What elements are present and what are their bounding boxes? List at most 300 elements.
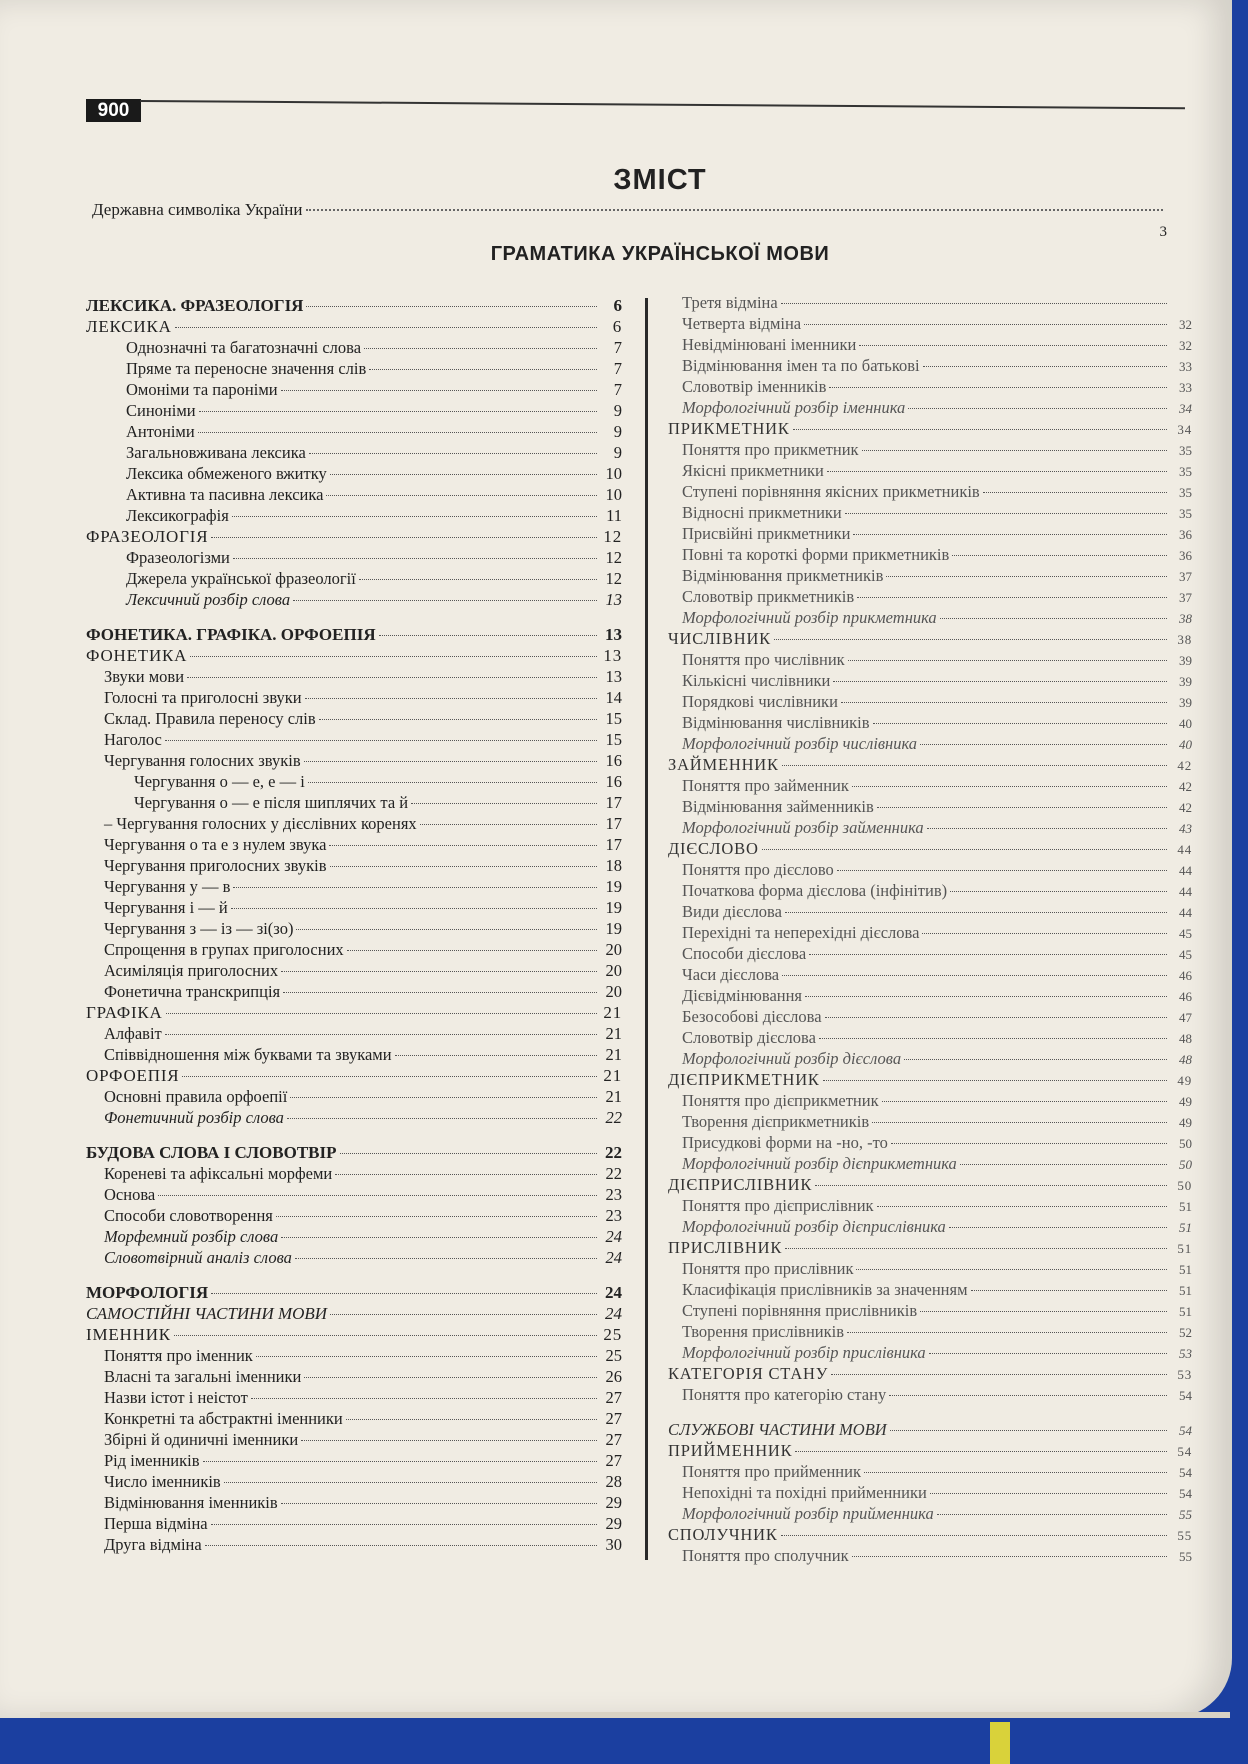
toc-entry-page: 22: [605, 1108, 622, 1127]
toc-entry: [668, 649, 1192, 670]
leader-dots: [335, 1174, 597, 1175]
toc-entry-text: Пряме та переносне значення слів: [126, 359, 367, 378]
toc-entry: [86, 834, 622, 855]
toc-entry-page: 20: [605, 982, 622, 1001]
leader-dots: [296, 929, 597, 930]
toc-entry: [668, 292, 1192, 313]
toc-entry-page: 51: [1179, 1199, 1192, 1214]
toc-entry-page: 26: [605, 1367, 622, 1386]
toc-entry-page: 35: [1179, 485, 1192, 500]
toc-entry-text: ПРИЙМЕННИК: [668, 1441, 793, 1460]
toc-entry-page: 19: [605, 877, 622, 896]
leader-dots: [203, 1461, 597, 1462]
toc-entry-page: 17: [605, 814, 622, 833]
toc-entry-text: Морфемний розбір слова: [104, 1227, 279, 1246]
toc-entry: [668, 1132, 1192, 1153]
toc-entry-text: Ступені порівняння прислівників: [682, 1301, 918, 1320]
toc-entry-text: ДІЄСЛОВО: [668, 839, 759, 858]
toc-entry: [86, 1065, 622, 1086]
toc-entry: [86, 1324, 622, 1345]
toc-entry-text: ФРАЗЕОЛОГІЯ: [86, 527, 209, 546]
toc-entry-page: 44: [1179, 863, 1192, 878]
toc-entry-text: Відмінювання імен та по батькові: [682, 356, 920, 375]
toc-entry-text: Морфологічний розбір прийменника: [682, 1504, 934, 1523]
leader-dots: [347, 950, 597, 951]
toc-entry-page: 51: [1179, 1220, 1192, 1235]
toc-column-left: [86, 295, 622, 1555]
leader-dots: [927, 828, 1167, 829]
toc-entry: [86, 1303, 622, 1324]
toc-entry: [668, 1461, 1192, 1482]
leader-dots: [305, 698, 597, 699]
toc-entry-page: 55: [1177, 1528, 1192, 1543]
toc-entry-text: Невідмінювані іменники: [682, 335, 857, 354]
toc-entry-text: ГРАФІКА: [86, 1003, 163, 1022]
toc-entry: [668, 796, 1192, 817]
toc-entry-text: ІМЕННИК: [86, 1325, 171, 1344]
toc-entry-text: Перша відміна: [104, 1514, 208, 1533]
leader-dots: [211, 1293, 597, 1294]
toc-entry-text: БУДОВА СЛОВА І СЛОВОТВІР: [86, 1143, 337, 1162]
toc-entry: [86, 484, 622, 505]
toc-entry-page: 13: [605, 625, 622, 644]
toc-entry-text: Порядкові числівники: [682, 692, 838, 711]
leader-dots: [852, 1556, 1167, 1557]
leader-dots: [862, 450, 1167, 451]
toc-entry-page: 54: [1179, 1423, 1192, 1438]
leader-dots: [795, 1451, 1167, 1452]
leader-dots: [923, 366, 1167, 367]
toc-entry-page: 23: [605, 1206, 622, 1225]
toc-entry: [86, 897, 622, 918]
toc-entry-text: СЛУЖБОВІ ЧАСТИНИ МОВИ: [668, 1420, 887, 1439]
toc-entry-text: Конкретні та абстрактні іменники: [104, 1409, 343, 1428]
toc-entry-text: Морфологічний розбір прикметника: [682, 608, 937, 627]
toc-entry-page: 39: [1179, 653, 1192, 668]
toc-entry-text: Словотвір дієслова: [682, 1028, 816, 1047]
toc-entry-text: Поняття про іменник: [104, 1346, 253, 1365]
leader-dots: [952, 555, 1167, 556]
toc-entry-page: 24: [605, 1227, 622, 1246]
toc-entry-text: ОРФОЕПІЯ: [86, 1066, 180, 1085]
toc-entry-page: 35: [1179, 464, 1192, 479]
toc-entry-text: Непохідні та похідні прийменники: [682, 1483, 927, 1502]
toc-entry-page: 15: [605, 709, 622, 728]
toc-entry: [668, 1006, 1192, 1027]
toc-entry: [86, 316, 622, 337]
leader-dots: [852, 786, 1167, 787]
leader-dots: [785, 1248, 1167, 1249]
toc-entry-page: 34: [1177, 422, 1192, 437]
toc-entry: [668, 733, 1192, 754]
toc-entry: [668, 670, 1192, 691]
toc-entry-text: Число іменників: [104, 1472, 221, 1491]
toc-entry-text: Морфологічний розбір дієслова: [682, 1049, 902, 1068]
toc-entry-page: 44: [1179, 884, 1192, 899]
toc-entry-text: Лексикографія: [126, 506, 229, 525]
toc-entry-text: Поняття про прийменник: [682, 1462, 861, 1481]
toc-entry-text: Синоніми: [126, 401, 196, 420]
leader-dots: [330, 474, 597, 475]
toc-entry-page: 54: [1179, 1465, 1192, 1480]
toc-entry-page: 53: [1177, 1367, 1192, 1382]
leader-dots: [823, 1080, 1167, 1081]
toc-entry: [86, 421, 622, 442]
toc-entry-page: 25: [603, 1325, 622, 1344]
leader-dots: [233, 558, 597, 559]
toc-entry-text: Словотвір іменників: [682, 377, 827, 396]
toc-entry-page: 27: [605, 1409, 622, 1428]
leader-dots: [198, 432, 597, 433]
toc-entry-text: Чергування приголосних звуків: [104, 856, 327, 875]
leader-dots: [929, 1353, 1167, 1354]
column-divider: [645, 298, 648, 1560]
leader-dots: [781, 303, 1167, 304]
toc-entry: [86, 505, 622, 526]
leader-dots: [825, 1017, 1167, 1018]
toc-entry-text: Відмінювання займенників: [682, 797, 874, 816]
toc-entry: [668, 1111, 1192, 1132]
leader-dots: [293, 600, 597, 601]
leader-dots: [283, 992, 597, 993]
toc-entry: [668, 817, 1192, 838]
leader-dots: [922, 933, 1167, 934]
toc-entry-text: Кореневі та афіксальні морфеми: [104, 1164, 333, 1183]
toc-entry-text: Фразеологізми: [126, 548, 230, 567]
toc-entry-page: 37: [1179, 590, 1192, 605]
leader-dots: [782, 765, 1167, 766]
leader-dots: [281, 971, 597, 972]
toc-entry-text: Голосні та приголосні звуки: [104, 688, 302, 707]
toc-entry: [86, 547, 622, 568]
toc-entry: [668, 985, 1192, 1006]
toc-entry: [86, 1086, 622, 1107]
toc-entry-text: Морфологічний розбір іменника: [682, 398, 906, 417]
toc-entry: [668, 1342, 1192, 1363]
toc-entry: [668, 754, 1192, 775]
toc-entry-text: Кількісні числівники: [682, 671, 831, 690]
toc-entry-page: 42: [1179, 779, 1192, 794]
toc-entry: [668, 1440, 1192, 1461]
toc-entry-page: 7: [613, 338, 622, 357]
toc-entry-text: Відмінювання числівників: [682, 713, 870, 732]
toc-entry-page: 27: [605, 1451, 622, 1470]
leader-dots: [158, 1195, 597, 1196]
toc-entry-text: Лексичний розбір слова: [126, 590, 291, 609]
toc-entry: [668, 1090, 1192, 1111]
leader-dots: [304, 1377, 597, 1378]
toc-entry: [86, 939, 622, 960]
toc-entry: [86, 981, 622, 1002]
leader-dots: [837, 870, 1167, 871]
toc-entry-text: Лексика обмеженого вжитку: [126, 464, 327, 483]
leader-dots: [340, 1153, 597, 1154]
toc-entry: [668, 544, 1192, 565]
toc-entry-page: 51: [1179, 1283, 1192, 1298]
toc-entry: [668, 376, 1192, 397]
toc-entry-page: 46: [1179, 989, 1192, 1004]
leader-dots: [287, 1118, 597, 1119]
leader-dots: [295, 1258, 597, 1259]
toc-entry: [668, 607, 1192, 628]
toc-entry-page: 47: [1179, 1010, 1192, 1025]
toc-entry-text: Омоніми та пароніми: [126, 380, 278, 399]
toc-entry-page: 54: [1177, 1444, 1192, 1459]
toc-entry-page: 39: [1179, 674, 1192, 689]
toc-entry-text: ЗАЙМЕННИК: [668, 755, 779, 774]
toc-entry-text: Алфавіт: [104, 1024, 162, 1043]
leader-dots: [364, 348, 597, 349]
leader-dots: [877, 807, 1167, 808]
toc-entry: [668, 1384, 1192, 1405]
toc-entry: [668, 1258, 1192, 1279]
toc-entry: [668, 901, 1192, 922]
toc-entry: [668, 565, 1192, 586]
toc-entry: [86, 876, 622, 897]
toc-entry-page: 40: [1179, 716, 1192, 731]
leader-dots: [308, 782, 597, 783]
leader-dots: [804, 324, 1167, 325]
toc-entry-page: 40: [1179, 737, 1192, 752]
leader-dots: [793, 429, 1167, 430]
toc-entry-page: 3: [1159, 224, 1167, 240]
toc-entry-page: 24: [605, 1283, 622, 1302]
toc-entry-text: Морфологічний розбір числівника: [682, 734, 918, 753]
toc-entry-page: 13: [603, 646, 622, 665]
toc-entry-text: Якісні прикметники: [682, 461, 824, 480]
toc-entry: [86, 813, 622, 834]
toc-entry: [86, 1163, 622, 1184]
toc-entry: [668, 1419, 1192, 1440]
toc-entry-text: Чергування і — й: [104, 898, 228, 917]
toc-entry: [86, 1513, 622, 1534]
toc-entry: [668, 1048, 1192, 1069]
toc-entry-page: 24: [605, 1248, 622, 1267]
toc-entry: [86, 1107, 622, 1128]
leader-dots: [256, 1356, 597, 1357]
leader-dots: [211, 537, 597, 538]
toc-entry-text: ЛЕКСИКА. ФРАЗЕОЛОГІЯ: [86, 296, 304, 315]
toc-entry-page: 54: [1179, 1388, 1192, 1403]
toc-entry-page: 22: [605, 1143, 622, 1162]
toc-entry-text: ПРИКМЕТНИК: [668, 419, 790, 438]
toc-entry: [86, 1408, 622, 1429]
toc-entry-text: Поняття про прикметник: [682, 440, 859, 459]
toc-entry: [86, 1002, 622, 1023]
leader-dots: [304, 761, 597, 762]
leader-dots: [819, 1038, 1167, 1039]
section-gap: [86, 1128, 622, 1142]
toc-entry: [668, 775, 1192, 796]
toc-entry: [668, 1174, 1192, 1195]
leader-dots: [853, 534, 1167, 535]
toc-entry-page: 35: [1179, 443, 1192, 458]
toc-entry: [668, 460, 1192, 481]
leader-dots: [781, 1535, 1167, 1536]
toc-entry-page: 27: [605, 1430, 622, 1449]
toc-entry-text: Назви істот і неістот: [104, 1388, 248, 1407]
toc-entry-text: Творення прислівників: [682, 1322, 845, 1341]
toc-entry-page: 19: [605, 919, 622, 938]
toc-entry-page: 16: [605, 751, 622, 770]
toc-entry-text: Класифікація прислівників за значенням: [682, 1280, 968, 1299]
toc-entry-text: Морфологічний розбір дієприкметника: [682, 1154, 957, 1173]
toc-entry-text: Відносні прикметники: [682, 503, 842, 522]
toc-entry: [668, 313, 1192, 334]
leader-dots: [877, 1206, 1167, 1207]
toc-column-right: [668, 292, 1192, 1566]
toc-entry-page: 43: [1179, 821, 1192, 836]
toc-entry: [86, 526, 622, 547]
toc-entry: [668, 355, 1192, 376]
toc-entry-page: 44: [1177, 842, 1192, 857]
toc-entry: [86, 1534, 622, 1555]
leader-dots: [908, 408, 1167, 409]
leader-dots: [950, 891, 1167, 892]
toc-entry-text: Часи дієслова: [682, 965, 780, 984]
leader-dots: [845, 513, 1167, 514]
page-title: ЗМІСТ: [613, 164, 707, 196]
toc-entry: [86, 1471, 622, 1492]
toc-entry-page: 36: [1179, 527, 1192, 542]
toc-entry: [668, 712, 1192, 733]
toc-entry: [668, 943, 1192, 964]
leader-dots: [187, 677, 597, 678]
toc-entry: [86, 708, 622, 729]
toc-entry: [668, 1279, 1192, 1300]
leader-dots: [165, 1034, 597, 1035]
leader-dots: [281, 1237, 597, 1238]
toc-entry: [668, 964, 1192, 985]
leader-dots: [330, 866, 597, 867]
toc-entry-text: Відмінювання прикметників: [682, 566, 884, 585]
leader-dots: [940, 618, 1167, 619]
toc-entry: [86, 1205, 622, 1226]
toc-entry-text: СПОЛУЧНИК: [668, 1525, 778, 1544]
leader-dots: [281, 390, 597, 391]
toc-entry: [86, 645, 622, 666]
toc-entry: [668, 922, 1192, 943]
leader-dots: [211, 1524, 597, 1525]
toc-entry-page: 12: [605, 548, 622, 567]
toc-entry: [668, 1216, 1192, 1237]
toc-entry-page: 50: [1179, 1136, 1192, 1151]
toc-entry-text: Дієвідмінювання: [682, 986, 803, 1005]
toc-entry-page: 21: [605, 1087, 622, 1106]
leader-dots: [831, 1374, 1167, 1375]
toc-entry-text: ФОНЕТИКА. ГРАФІКА. ОРФОЕПІЯ: [86, 625, 376, 644]
toc-entry-text: Рід іменників: [104, 1451, 200, 1470]
leader-dots: [815, 1185, 1167, 1186]
toc-entry-text: САМОСТІЙНІ ЧАСТИНИ МОВИ: [86, 1304, 328, 1323]
toc-entry-page: 12: [603, 527, 622, 546]
leader-dots: [785, 912, 1167, 913]
toc-entry-text: Перехідні та неперехідні дієслова: [682, 923, 920, 942]
toc-entry: [86, 1247, 622, 1268]
toc-entry-page: 22: [605, 1164, 622, 1183]
leader-dots: [960, 1164, 1167, 1165]
leader-dots: [301, 1440, 597, 1441]
toc-entry-text: Повні та короткі форми прикметників: [682, 545, 950, 564]
toc-entry-page: 29: [605, 1493, 622, 1512]
toc-entry: [86, 1023, 622, 1044]
toc-entry-page: 51: [1179, 1262, 1192, 1277]
leader-dots: [174, 1335, 597, 1336]
toc-entry-text: Третя відміна: [682, 293, 778, 312]
toc-entry-text: ПРИСЛІВНИК: [668, 1238, 783, 1257]
toc-entry-page: 49: [1179, 1115, 1192, 1130]
toc-entry-page: 38: [1179, 611, 1192, 626]
leader-dots: [166, 1013, 597, 1014]
leader-dots: [326, 495, 597, 496]
toc-entry: [86, 1345, 622, 1366]
toc-entry: [86, 960, 622, 981]
toc-entry-text: Присудкові форми на -но, -то: [682, 1133, 888, 1152]
leader-dots: [306, 209, 1163, 211]
toc-entry-page: 33: [1179, 380, 1192, 395]
toc-entry-page: 32: [1179, 317, 1192, 332]
toc-entry-page: 13: [605, 667, 622, 686]
toc-entry: [86, 750, 622, 771]
toc-entry: [86, 442, 622, 463]
toc-entry: [86, 1492, 622, 1513]
toc-entry-text: Творення дієприкметників: [682, 1112, 870, 1131]
leader-dots: [290, 1097, 597, 1098]
toc-entry-page: 10: [605, 485, 622, 504]
toc-entry-page: 33: [1179, 359, 1192, 374]
toc-entry-page: 45: [1179, 926, 1192, 941]
toc-entry-text: Антоніми: [126, 422, 195, 441]
toc-entry: [86, 729, 622, 750]
leader-dots: [182, 1076, 597, 1077]
toc-entry: [86, 792, 622, 813]
toc-entry: [668, 334, 1192, 355]
section-gap: [86, 1268, 622, 1282]
toc-entry-page: 42: [1177, 758, 1192, 773]
toc-entry: [668, 502, 1192, 523]
leader-dots: [233, 887, 597, 888]
leader-dots: [872, 1122, 1167, 1123]
toc-entry: [668, 1321, 1192, 1342]
toc-entry-text: Морфологічний розбір дієприслівника: [682, 1217, 946, 1236]
toc-entry-text: Чергування у — в: [104, 877, 231, 896]
toc-entry-page: 49: [1179, 1094, 1192, 1109]
leader-dots: [841, 702, 1167, 703]
toc-entry: [668, 628, 1192, 649]
toc-entry-page: 34: [1179, 401, 1192, 416]
toc-entry: [86, 295, 622, 316]
toc-entry-text: Фонетична транскрипція: [104, 982, 281, 1001]
toc-entry-page: 14: [605, 688, 622, 707]
toc-entry-text: Поняття про дієприкметник: [682, 1091, 879, 1110]
toc-entry-page: 38: [1177, 632, 1192, 647]
toc-entry: [668, 859, 1192, 880]
section-title: ГРАМАТИКА УКРАЇНСЬКОЇ МОВИ: [490, 243, 830, 265]
toc-entry-text: Чергування голосних звуків: [104, 751, 301, 770]
leader-dots: [346, 1419, 597, 1420]
toc-entry-page: 55: [1179, 1549, 1192, 1564]
toc-entry: [86, 1366, 622, 1387]
toc-entry-page: 35: [1179, 506, 1192, 521]
leader-dots: [359, 579, 597, 580]
leader-dots: [232, 516, 597, 517]
toc-entry-text: Безособові дієслова: [682, 1007, 822, 1026]
toc-entry-page: 50: [1177, 1178, 1192, 1193]
toc-entry-page: 36: [1179, 548, 1192, 563]
toc-entry: [86, 358, 622, 379]
toc-entry-text: ДІЄПРИКМЕТНИК: [668, 1070, 820, 1089]
leader-dots: [281, 1503, 597, 1504]
